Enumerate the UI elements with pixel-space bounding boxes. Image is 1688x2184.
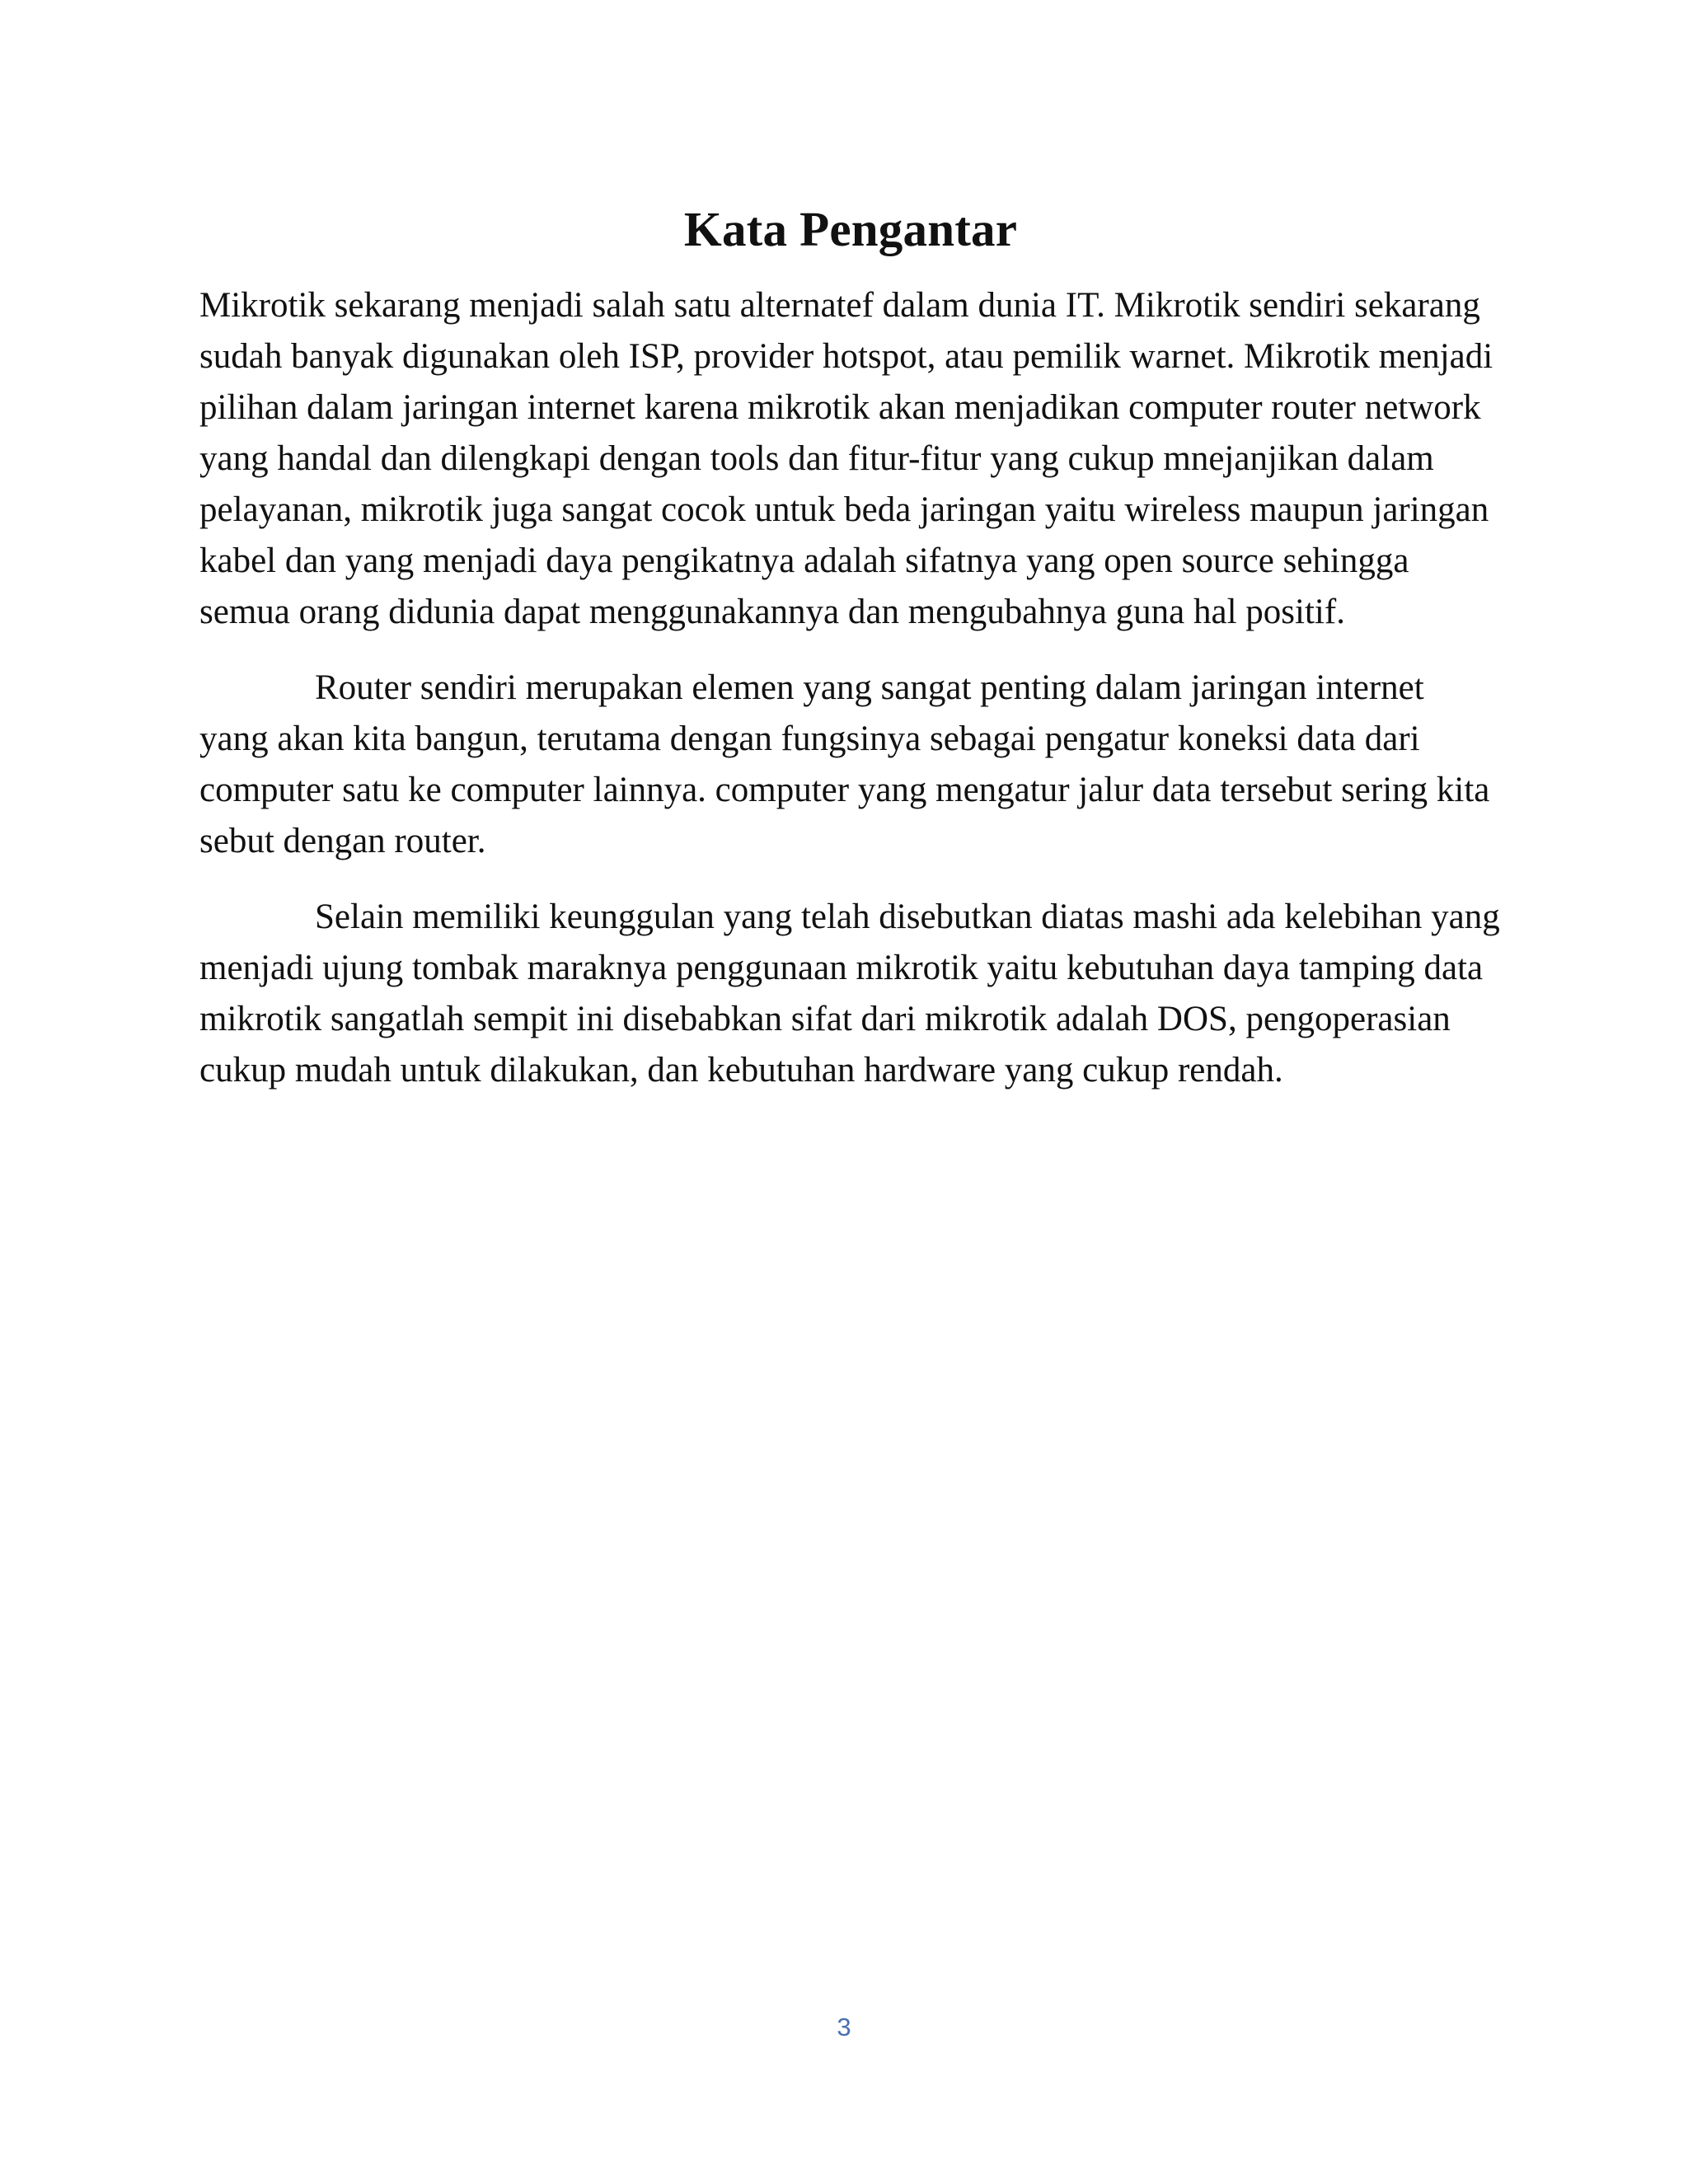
page-title: Kata Pengantar [683, 202, 1018, 256]
page-content [199, 196, 1502, 1121]
paragraph-advantages: Selain memiliki keunggulan yang telah disebutkan diatas mashi ada kelebihan yang menjadi ujung tombak maraknya penggunaan mikrotik yaitu kebutuhan daya tamping data mikrotik sangatlah sempit ini disebabkan sifat dari mikrotik adalah DOS, pengoperasian cukup mudah untuk dilakukan, dan kebutuhan hardware yang cukup rendah. [199, 898, 1500, 1090]
paragraph-intro: Mikrotik sekarang menjadi salah satu alternatef dalam dunia IT. Mikrotik sendiri sekarang sudah banyak digunakan oleh ISP, provider hotspot, atau pemilik warnet. Mikrotik menjadi pilihan dalam jaringan internet karena mikrotik akan menjadikan computer router network yang handal dan dilengkapi dengan tools dan fitur-fitur yang cukup mnejanjikan dalam pelayanan, mikrotik juga sangat cocok untuk beda jaringan yaitu wireless maupun jaringan kabel dan yang menjadi daya pengikatnya adalah sifatnya yang open source sehingga semua orang didunia dapat menggunakannya dan mengubahnya guna hal positif. [199, 286, 1493, 631]
paragraph-router: Router sendiri merupakan elemen yang sangat penting dalam jaringan internet yang akan kita bangun, terutama dengan fungsinya sebagai pengatur koneksi data dari computer satu ke computer lainnya. computer yang mengatur jalur data tersebut sering kita sebut dengan router. [199, 668, 1490, 860]
page-number: 3 [837, 2013, 851, 2041]
